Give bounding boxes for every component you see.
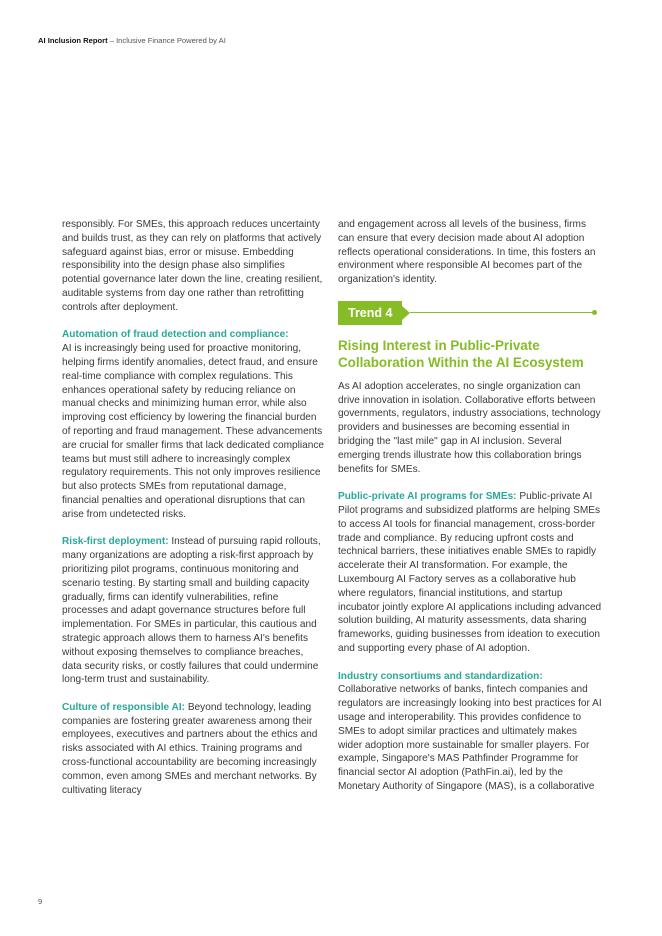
running-header — [38, 36, 226, 45]
fraud-detection-paragraph — [62, 328, 324, 521]
report-subtitle: – Inclusive Finance Powered by AI — [107, 36, 226, 45]
trend-title: Rising Interest in Public-Private Collaboration Within the AI Ecosystem — [338, 337, 584, 371]
industry-consortiums-paragraph — [338, 670, 602, 794]
left-intro-paragraph: responsibly. For SMEs, this approach reduces uncertainty and builds trust, as they can rely on platforms that actively safeguard against bias, error or misuse. Embedding responsibility into the design phase also simplifies potential governance later down the line, creating resilient, auditable systems from day one rather than retrofitting controls after deployment. — [62, 219, 323, 313]
public-private-programs-paragraph — [338, 490, 602, 656]
page-number: 9 — [38, 897, 43, 906]
trend-intro-paragraph: As AI adoption accelerates, no single organization can drive innovation in isolation. Collaborative efforts between governments, regulators, industry associations, technology providers and businesses are becoming essential in bridging the "last mile" gap in AI inclusion. Several emerging trends illustrate how this collaboration brings benefits for SMEs. — [338, 380, 601, 475]
right-intro-paragraph: and engagement across all levels of the business, firms can ensure that every decision made about AI adoption reflects operational considerations. In time, this fosters an environment where responsible AI becomes part of the organization's identity. — [338, 219, 596, 286]
industry-consortiums-body: Collaborative networks of banks, fintech companies and regulators are increasingly looking into best practices for AI usage and interoperability. This provides confidence to SMEs to adopt similar practices and ultimately makes wider adoption more sustainable for smaller players. For example, Singapore's MAS Pathfinder Programme for financial sector AI adoption (PathFin.ai), led by the Monetary Authority of Singapore (MAS), is a collaborative — [338, 684, 602, 792]
responsible-culture-heading: Culture of responsible AI: — [62, 701, 186, 713]
industry-consortiums-heading: Industry consortiums and standardization: — [338, 670, 543, 682]
risk-first-body: Instead of pursuing rapid rollouts, many organizations are adopting a risk-first approach by prioritizing pilot programs, continuous monitoring and scenario testing. By starting small and building capacity gradually, firms can identify vulnerabilities, refine processes and adapt governance structures before full implementation. For SMEs in particular, this cautious and strategic approach allows them to harness AI's benefits without exposing themselves to compliance breaches, data security risks, or costly failures that could undermine long-term trust and sustainability. — [62, 536, 321, 686]
fraud-detection-heading: Automation of fraud detection and compliance: — [62, 329, 289, 341]
trend-end-dot-icon — [592, 310, 597, 315]
trend-divider-line — [410, 312, 594, 314]
fraud-detection-body: AI is increasingly being used for proactive monitoring, helping firms identify anomalies, detect fraud, and ensure real-time compliance with complex regulations. This enhances operational safety by reducing reliance on manual checks and minimizing human error, while also improving cost efficiency by lowering the financial burden of reporting and fraud management. These advancements are crucial for smaller firms that lack dedicated compliance teams but must still adhere to increasingly complex regulatory requirements. This not only improves resilience but also protects SMEs from reputational damage, financial penalties and operational disruptions that can arise from undetected risks. — [62, 343, 324, 520]
trend-arrow-icon — [402, 306, 410, 320]
trend-marker — [338, 301, 602, 325]
report-title: AI Inclusion Report — [38, 36, 108, 45]
public-private-programs-heading: Public-private AI programs for SMEs: — [338, 491, 517, 503]
right-column — [338, 218, 602, 807]
responsible-culture-paragraph — [62, 701, 324, 798]
risk-first-paragraph — [62, 535, 324, 687]
left-column — [62, 218, 324, 811]
risk-first-heading: Risk-first deployment: — [62, 536, 169, 548]
responsible-culture-body: Beyond technology, leading companies are fostering greater awareness among their employees, executives and partners about the ethics and risks associated with AI ethics. Training programs and cross-functional accountability are becoming increasingly common, even among SMEs and merchant networks. By cultivating literacy — [62, 701, 318, 796]
public-private-programs-body: Public-private AI Pilot programs and subsidized platforms are helping SMEs to access AI tools for financial management, cross-border trade and compliance. By reducing upfront costs and technical barriers, these initiatives enable SMEs to rapidly accelerate their AI transformation. For example, the Luxembourg AI Factory serves as a collaborative hub where regulators, financial institutions, and startup incubator jointly explore AI applications including advanced solution building, AI maturity assessments, data sharing frameworks, guiding businesses from ideation to execution and supporting every phase of AI adoption. — [338, 491, 602, 654]
trend-badge: Trend 4 — [338, 301, 402, 325]
